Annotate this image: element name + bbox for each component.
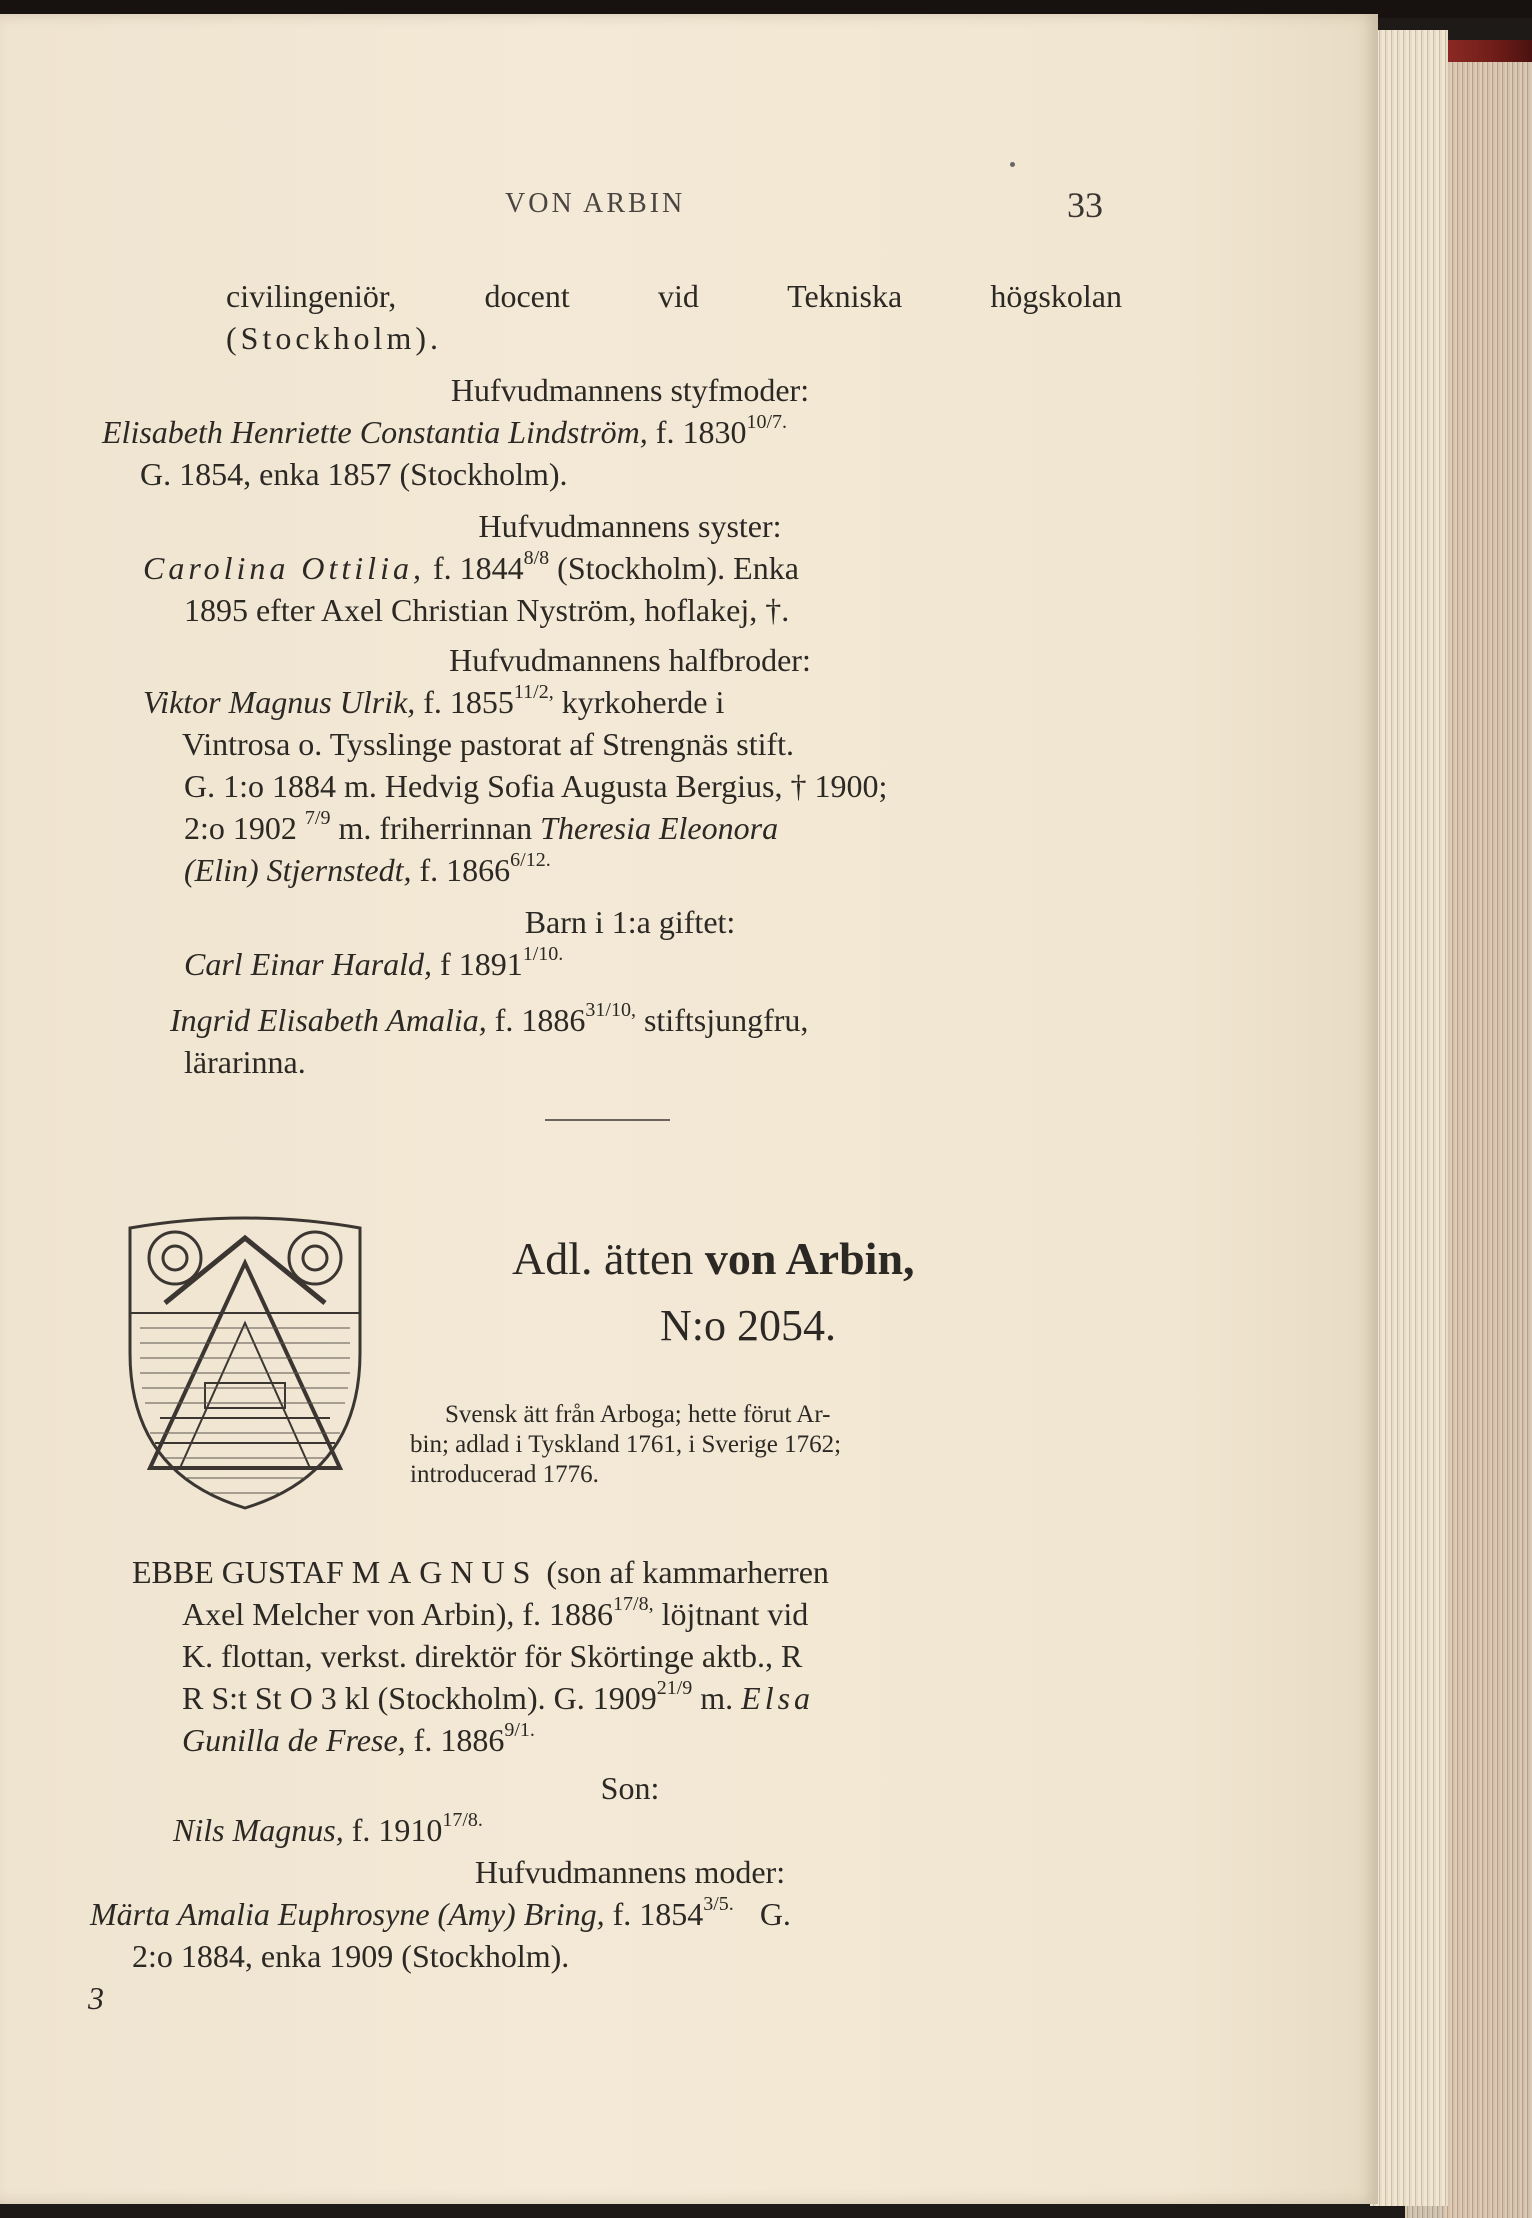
date-fraction: 9/1. — [504, 1719, 535, 1741]
title-prefix: Adl. ätten — [512, 1233, 694, 1284]
entry-line-9 — [90, 1894, 1090, 1934]
coat-of-arms-image — [110, 1203, 380, 1513]
text-line-4 — [102, 412, 1102, 452]
date-fraction: 1/10. — [522, 943, 564, 965]
text: G. — [759, 1896, 791, 1932]
person-name: Ingrid Elisabeth Amalia, — [170, 1002, 487, 1038]
page-stack-edges — [1370, 30, 1448, 2206]
family-description-2: bin; adlad i Tyskland 1761, i Sverige 1762; — [410, 1431, 842, 1458]
running-title: VON ARBIN — [505, 188, 686, 219]
word: civilingeniör, — [226, 278, 397, 314]
birth-info: f. 1866 — [419, 852, 511, 888]
birth-info: f. 1910 — [351, 1812, 443, 1848]
text: (son af kammarherren — [546, 1554, 829, 1590]
entry-line-5 — [182, 1720, 1182, 1760]
word: docent — [484, 278, 570, 314]
person-name: Nils Magnus, — [173, 1812, 344, 1848]
family-name: von Arbin, — [704, 1233, 915, 1284]
birth-info: f 1891 — [440, 946, 523, 982]
section-heading-sister: Hufvudmannens syster: — [478, 508, 782, 544]
family-number: N:o 2054. — [660, 1301, 836, 1350]
page-number: 33 — [1067, 185, 1103, 225]
date-fraction: 6/12. — [510, 849, 551, 871]
head-name: EBBE GUSTAF — [132, 1554, 344, 1590]
text-line-10 — [143, 682, 1143, 722]
ink-speck — [1010, 162, 1015, 167]
date-fraction: 17/8. — [442, 1809, 483, 1831]
entry-line-2 — [182, 1594, 1182, 1634]
family-description-1: Svensk ätt från Arboga; hette förut Ar- — [445, 1401, 831, 1428]
head-name-spaced: MAGNUS — [351, 1554, 539, 1590]
text: kyrkoherde i — [561, 684, 725, 720]
birth-info: f. 1830 — [655, 414, 747, 450]
person-name: (Elin) Stjernstedt, — [184, 852, 412, 888]
text: (Stockholm). Enka — [557, 550, 799, 586]
person-name: Carl Einar Harald, — [184, 946, 433, 982]
section-heading-stepmother: Hufvudmannens styfmoder: — [450, 372, 810, 408]
text-line-17 — [170, 1000, 1170, 1040]
date-fraction: 7/9 — [304, 807, 331, 829]
word: högskolan — [990, 278, 1122, 314]
text: R S:t St O 3 kl (Stockholm). G. 1909 — [182, 1680, 657, 1716]
person-name: Gunilla de Frese, — [182, 1722, 406, 1758]
section-heading-children: Barn i 1:a giftet: — [524, 904, 736, 940]
entry-line-3: K. flottan, verkst. direktör för Skörtinge aktb., R — [182, 1638, 803, 1674]
text-line-18: lärarinna. — [184, 1044, 306, 1080]
birth-info: f. 1886 — [413, 1722, 505, 1758]
person-name: Elisabeth Henriette Constantia Lindström, — [102, 414, 648, 450]
section-heading-son: Son: — [600, 1770, 660, 1806]
person-name: Märta Amalia Euphrosyne (Amy) Bring, — [90, 1896, 605, 1932]
section-heading-halfbrother: Hufvudmannens halfbroder: — [449, 642, 811, 678]
text-line-7 — [143, 548, 1143, 588]
family-description-3: introducerad 1776. — [410, 1461, 599, 1488]
word: Tekniska — [787, 278, 903, 314]
date-fraction: 8/8 — [523, 547, 550, 569]
text: Axel Melcher von Arbin), f. 1886 — [182, 1596, 614, 1632]
family-title — [512, 1232, 915, 1285]
person-name: Elsa — [741, 1680, 815, 1716]
entry-line-10: 2:o 1884, enka 1909 (Stockholm). — [132, 1938, 570, 1974]
entry-line-4 — [182, 1678, 1182, 1718]
date-fraction: 17/8, — [613, 1593, 654, 1615]
text-line-8: 1895 efter Axel Christian Nyström, hoflakej, †. — [184, 592, 790, 628]
entry-line-1 — [132, 1552, 1132, 1592]
signature-mark: 3 — [88, 1980, 104, 2016]
text-line-2: (Stockholm). — [226, 320, 442, 356]
section-divider — [545, 1119, 670, 1121]
text-line-11: Vintrosa o. Tysslinge pastorat af Strengnäs stift. — [182, 726, 795, 762]
person-name: Carolina Ottilia, — [143, 550, 425, 586]
text-line-5: G. 1854, enka 1857 (Stockholm). — [140, 456, 568, 492]
text-line-16 — [184, 944, 1184, 984]
section-heading-mother: Hufvudmannens moder: — [474, 1854, 786, 1890]
date-fraction: 21/9 — [656, 1677, 693, 1699]
date-fraction: 11/2, — [513, 681, 554, 703]
birth-info: f. 1844 — [432, 550, 524, 586]
text-line-13 — [184, 808, 1184, 848]
birth-info: f. 1886 — [494, 1002, 586, 1038]
date-fraction: 3/5. — [703, 1893, 734, 1915]
text-line-1 — [226, 276, 1122, 316]
text-line-14 — [184, 850, 1184, 890]
text: 2:o 1902 — [184, 810, 297, 846]
text: löjtnant vid — [661, 1596, 809, 1632]
text-line-12: G. 1:o 1884 m. Hedvig Sofia Augusta Bergius, † 1900; — [184, 768, 888, 804]
person-name: Viktor Magnus Ulrik, — [143, 684, 416, 720]
text: m. friherrinnan — [338, 810, 533, 846]
person-name: Theresia Eleonora — [540, 810, 779, 846]
word: vid — [658, 278, 699, 314]
text: stiftsjungfru, — [643, 1002, 809, 1038]
birth-info: f. 1854 — [612, 1896, 704, 1932]
date-fraction: 10/7. — [746, 411, 787, 433]
entry-line-7 — [173, 1810, 1173, 1850]
birth-info: f. 1855 — [423, 684, 514, 720]
text: m. — [700, 1680, 734, 1716]
date-fraction: 31/10, — [585, 999, 636, 1021]
